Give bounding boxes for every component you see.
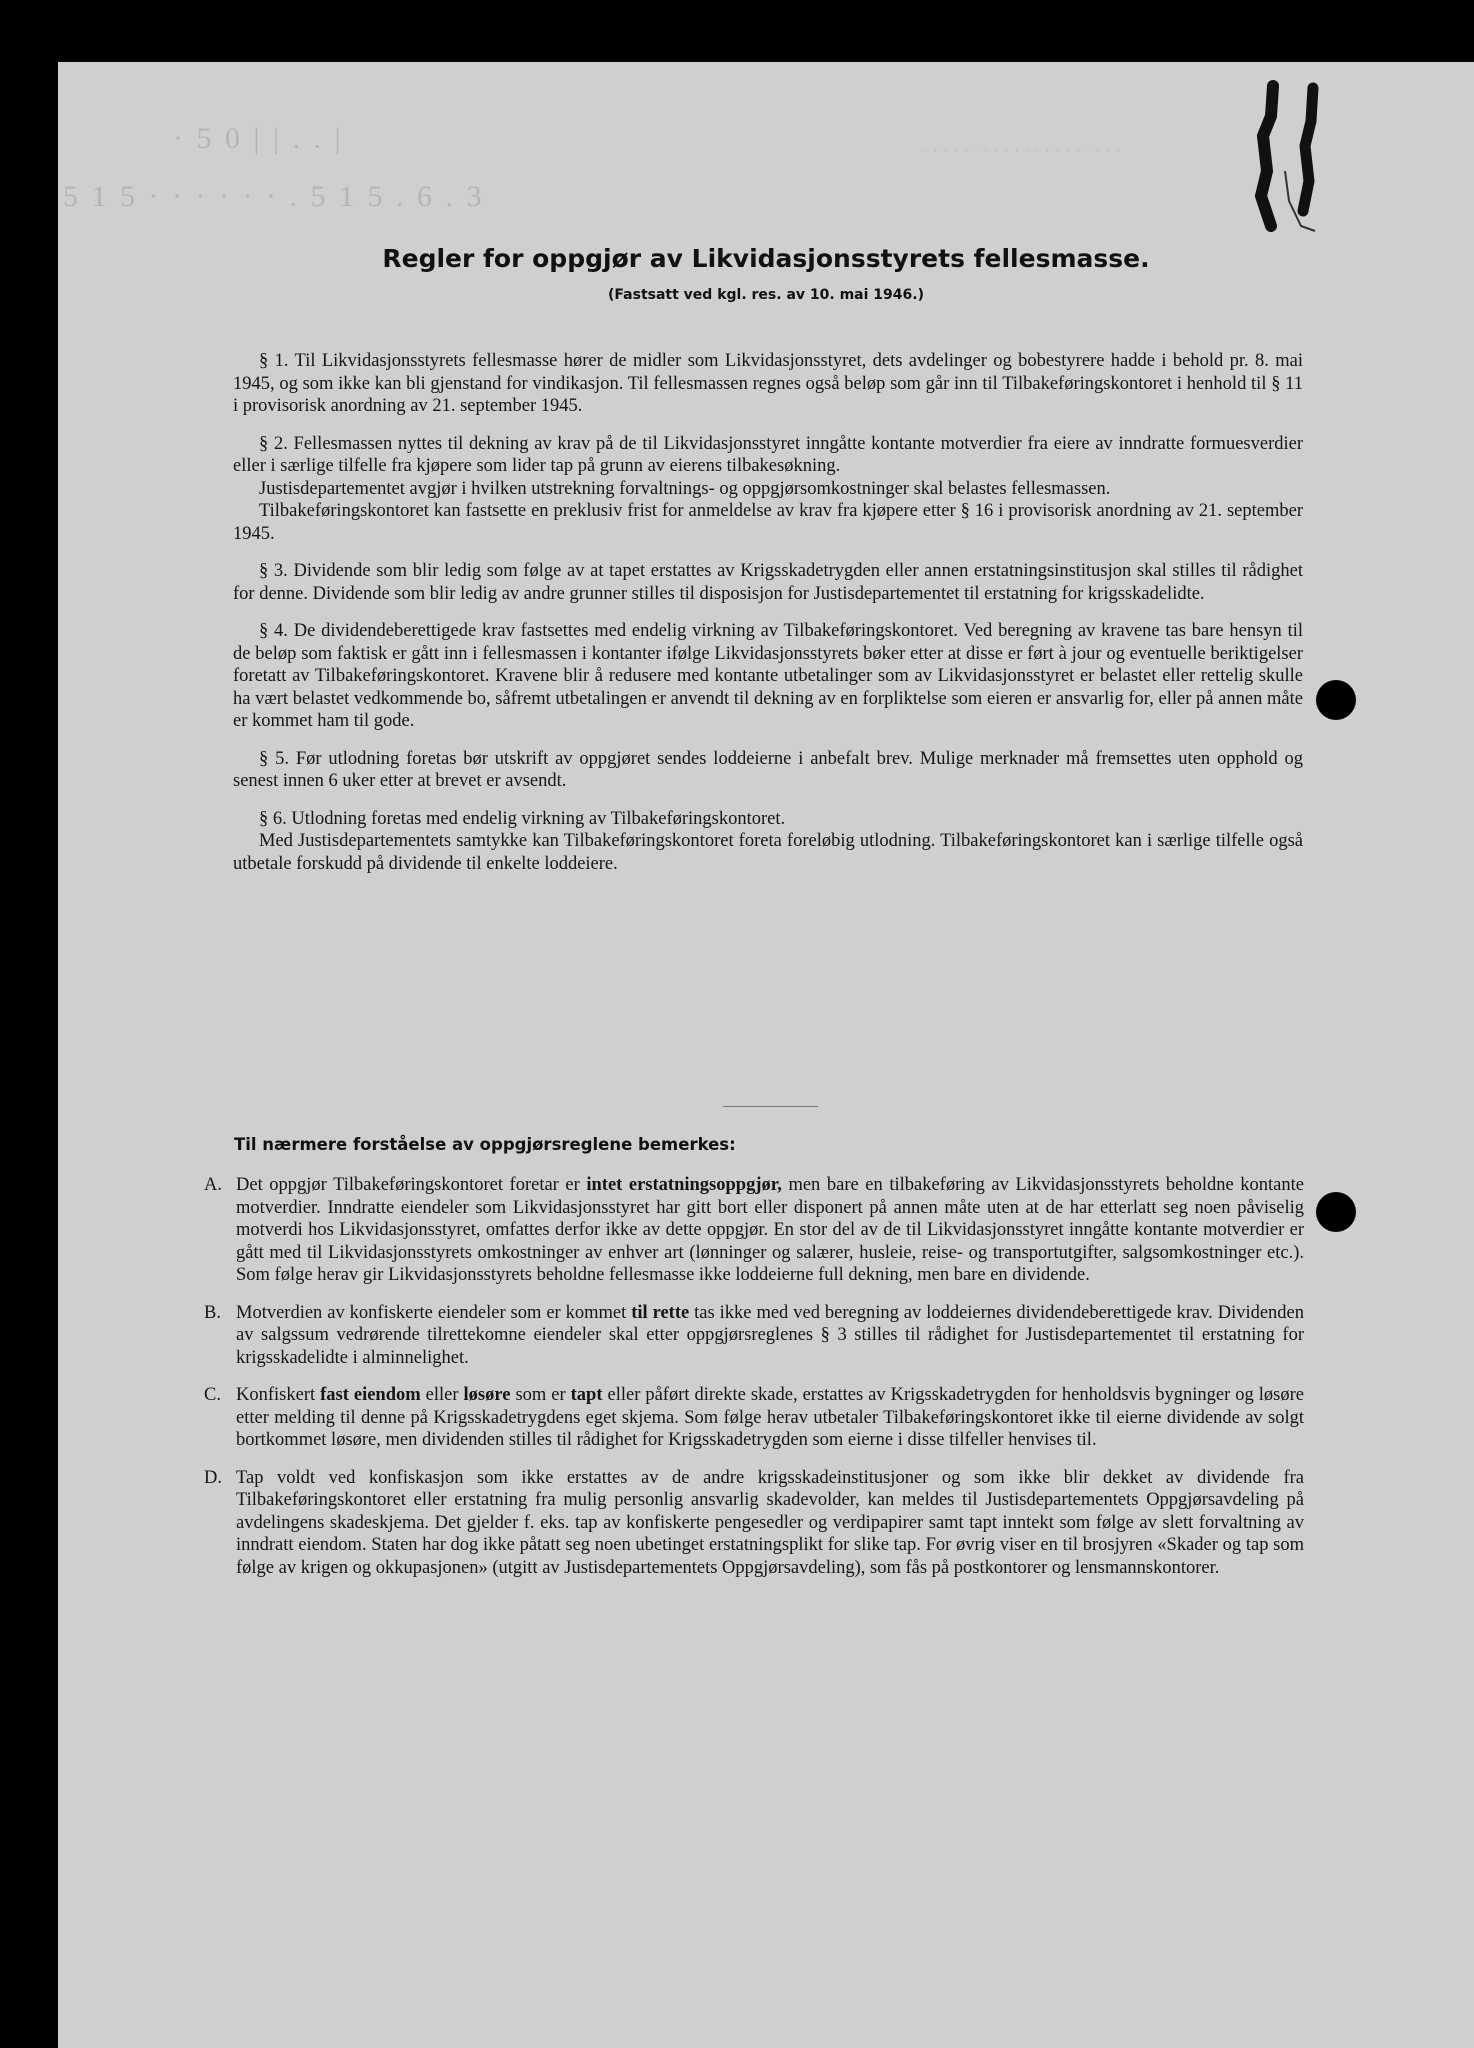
emphasis: tapt [570,1385,603,1405]
paragraph-3: § 3. Dividende som blir ledig som følge av at tapet erstattes av Krigsskadetrygden eller annen erstatningsinstitusjon skal stilles til rådighet for denne. Dividende som blir ledig av andre grunner stilles til disposisjon for Justisdepartementet til erstatning for krigsskadelidte. [233,561,1303,604]
faded-stamp-text: · 5 0 | | . . | [173,122,344,155]
remark-text: Konfiskert fast eiendom eller løsøre som er tapt eller påført direkte skade, erstattes av Krigsskadetrygden for henholdsvis bygninger og løsøre etter melding til denne på Krigsskadetrygdens eget skjema. Som følge herav utbetaler Tilbakeføringskontoret ikke til eierne dividende av solgt bortkommet løsøre, men dividenden stilles til rådighet for Krigsskadetrygden som eierne i disse tilfeller henvises til. [236,1385,1304,1450]
punch-hole-upper [1316,680,1356,720]
section-divider [723,1106,818,1107]
emphasis: til rette [631,1302,690,1323]
remark-text: Det oppgjør Tilbakeføringskontoret foretar er intet erstatningsoppgjør, men bare en tilbakeføring av Likvidasjonsstyrets beholdne kontante motverdier. Inndratte eiendeler som Likvidasjonsstyret har gitt bort eller disponert på annen måte uten at de har etterlatt seg noen påviselig motverdi hos Likvidasjonsstyret, omfattes derfor ikke av dette oppgjør. En stor del av de til Likvidasjonsstyret inngåtte kontante motverdier er gått med til Likvidasjonsstyrets omkostninger av enhver art (lønninger og salærer, husleie, reise- og transportutgifter, salgsomkostninger etc.). Som følge herav gir Likvidasjonsstyrets beholdne fellesmasse ikke loddeierne full dekning, men bare en dividende. [236,1175,1304,1285]
paragraph-6-continuation: Med Justisdepartementets samtykke kan Tilbakeføringskontoret foreta foreløbig utlodning. Tilbakeføringskontoret kan i særlige tilfelle også utbetale forskudd på dividende til enkelte loddeiere. [233,831,1303,874]
remark-letter: B. [204,1302,221,1323]
paragraph-2: § 2. Fellesmassen nyttes til dekning av krav på de til Likvidasjonsstyret inngåtte kontante motverdier fra eiere av inndratte formuesverdier eller i særlige tilfelle fra kjøpere som lider tap på grunn av eierens tilbakesøkning. [233,433,1303,476]
remarks-list [204,1174,1304,1594]
rules-section [233,350,1303,875]
remark-item-b [204,1302,1304,1370]
emphasis: intet erstatningsoppgjør, [586,1175,782,1195]
document-title: Regler for oppgjør av Likvidasjonsstyrets fellesmasse. [382,244,1150,273]
emphasis: løsøre [463,1385,511,1405]
remarks-heading: Til nærmere forståelse av oppgjørsreglene bemerkes: [234,1135,736,1154]
faded-margin-marks: · · · · · · · · · · · · · · · · · · · · [923,144,1122,159]
paragraph-5: § 5. Før utlodning foretas bør utskrift av oppgjøret sendes loddeierne i anbefalt brev. Mulige merknader må fremsettes uten opphold og senest innen 6 uker etter at brevet er avsendt. [233,748,1303,791]
remark-item-a [204,1174,1304,1287]
emphasis: fast eiendom [320,1385,421,1405]
remark-letter: C. [204,1385,221,1405]
paragraph-4: § 4. De dividendeberettigede krav fastsettes med endelig virkning av Tilbakeføringskontoret. Ved beregning av kravene tas bare hensyn til de beløp som faktisk er gått inn i fellesmassen i kontanter ifølge Likvidasjonsstyrets bøker etter at disse er ført à jour og eventuelle beriktigelser foretatt av Tilbakeføringskontoret. Kravene blir å redusere med kontante utbetalinger som av Likvidasjonsstyret er belastet eller rettelig skulle ha vært belastet vedkommende bo, såfremt utbetalingen er anvendt til dekning av en forpliktelse som eieren er ansvarlig for, eller på annen måte er kommet ham til gode. [233,621,1303,731]
punch-hole-lower [1316,1192,1356,1232]
document-page [58,62,1474,2048]
faded-archive-number: 5 1 5 · · · · · · . 5 1 5 . 6 . 3 [63,180,485,213]
remark-item-d [204,1467,1304,1580]
remark-letter: A. [204,1175,222,1195]
remark-item-c [204,1384,1304,1452]
document-subtitle: (Fastsatt ved kgl. res. av 10. mai 1946.) [608,287,924,303]
paragraph-1: § 1. Til Likvidasjonsstyrets fellesmasse hører de midler som Likvidasjonsstyret, dets avdelinger og bobestyrere hadde i behold pr. 8. mai 1945, og som ikke kan bli gjenstand for vindikasjon. Til fellesmassen regnes også beløp som går inn til Tilbakeføringskontoret i henhold til § 11 i provisorisk anordning av 21. september 1945. [233,351,1303,416]
remark-text: Tap voldt ved konfiskasjon som ikke erstattes av de andre krigsskadeinstitusjoner og som ikke blir dekket av dividende fra Tilbakeføringskontoret eller erstatning fra mulig personlig ansvarlig skadevolder, kan meldes til Justisdepartementets Oppgjørsavdeling på avdelingens skadeskjema. Det gjelder f. eks. tap av konfiskerte pengesedler og verdipapirer samt tapt inntekt som følge av slett forvaltning av inndratt eiendom. Staten har dog ikke påtatt seg noen ubetinget erstatningsplikt for slike tap. For øvrig viser en til brosjyren «Skader og tap som følge av krigen og okkupasjonen» (utgitt av Justisdepartementets Oppgjørsavdeling), som fås på postkontorer og lensmannskontorer. [236,1467,1304,1578]
binder-clip-mark-icon [1243,76,1343,241]
paragraph-2-continuation-a: Justisdepartementet avgjør i hvilken utstrekning forvaltnings- og oppgjørsomkostninger skal belastes fellesmassen. [259,478,1111,499]
remark-letter: D. [204,1467,222,1488]
paragraph-2-continuation-b: Tilbakeføringskontoret kan fastsette en preklusiv frist for anmeldelse av krav fra kjøpere etter § 16 i provisorisk anordning av 21. september 1945. [233,501,1303,544]
paragraph-6: § 6. Utlodning foretas med endelig virkning av Tilbakeføringskontoret. [259,808,786,829]
remark-text: Motverdien av konfiskerte eiendeler som er kommet til rette tas ikke med ved beregning av loddeiernes dividendeberettigede krav. Dividenden av salgssum vedrørende tilrettekomne eiendeler skal etter oppgjørsreglenes § 3 stilles til rådighet for Justisdepartementet til erstatning for krigsskadelidte i alminnelighet. [236,1302,1305,1368]
